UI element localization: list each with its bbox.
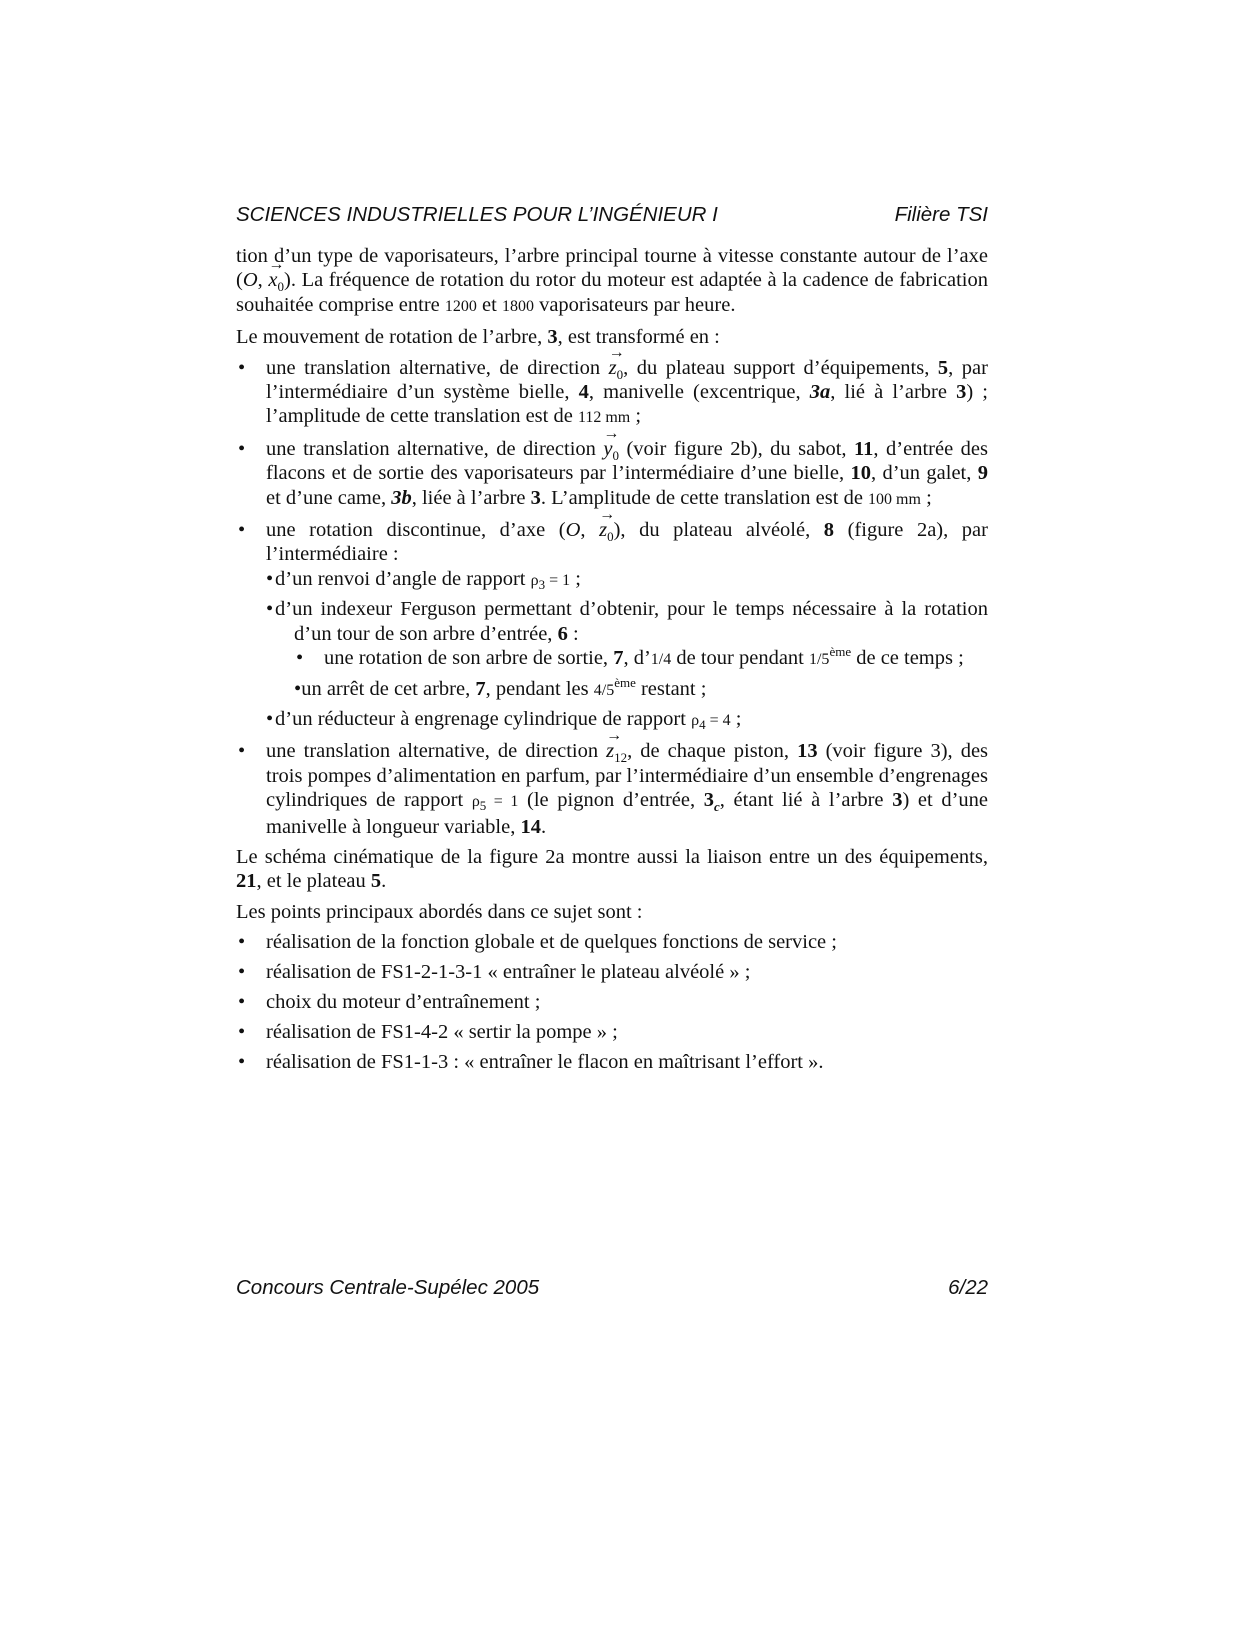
text: un arrêt de cet arbre, (301, 677, 471, 700)
text: , est transformé en : (557, 326, 720, 349)
part-number: 3 (530, 486, 541, 509)
part-number: 9 (977, 462, 989, 485)
text: . (381, 870, 387, 893)
part-number: 21 (236, 870, 257, 893)
motion-list (236, 356, 988, 839)
sub-list-item: •d’un indexeur Ferguson permettant d’obtenir, pour le temps nécessaire à la rotation d’un tour de son arbre d’entrée, 6 : • une rotation de son arbre de sortie, 7, d’1/4 de tour pendant 1/5ème de ce temps ; •un arrêt de cet arbre, 7, pendant les 4/5ème restant ; (266, 597, 988, 703)
ratio-rho5: $\rho_5 = 1$ (471, 793, 519, 814)
list-item: • réalisation de FS1-2-1-3-1 « entraîner le plateau alvéolé » ; (236, 960, 988, 984)
text: ; (575, 567, 581, 590)
list-item: • réalisation de la fonction globale et de quelques fonctions de service ; (236, 930, 988, 954)
list-item: • réalisation de FS1-4-2 « sertir la pompe » ; (236, 1020, 988, 1044)
ratio-rho4: $\rho_4 = 4$ (691, 711, 731, 733)
text: : (572, 622, 579, 645)
part-number: 3 (956, 381, 967, 404)
ordinal-suffix: ème (829, 644, 852, 660)
text: et d’une came, (266, 486, 387, 509)
text: une translation alternative, de direction (266, 437, 596, 460)
text: . La fréquence de rotation du rotor du moteur est adaptée à la cadence de fabrication souhaitée comprise entre (236, 269, 988, 316)
text: , de chaque piston, (627, 740, 790, 763)
part-number: 3a (809, 381, 831, 404)
text: une translation alternative, de direction (266, 740, 599, 763)
text: , pendant les (485, 677, 589, 700)
text: ; (635, 405, 642, 428)
page-header (236, 203, 988, 233)
header-title: SCIENCES INDUSTRIELLES POUR L’INGÉNIEUR I (236, 203, 718, 226)
list-item (236, 739, 988, 839)
text: , liée à l’arbre (411, 486, 526, 509)
axis-oz0: (O, → $z_0$) (559, 519, 621, 541)
text: une rotation de son arbre de sortie, (324, 647, 609, 670)
text: , d’ (623, 647, 651, 670)
text: (figure 2a), par l’intermédiaire : (266, 519, 988, 566)
page-footer (236, 1276, 988, 1306)
text: tion d’un type de vaporisateurs, l’arbre principal tourne à vitesse constante autour de l’axe (236, 245, 988, 267)
page-number: 6/22 (948, 1276, 988, 1299)
text: , d’un galet, (870, 462, 972, 485)
part-number: 7 (475, 677, 486, 700)
list-item (236, 356, 988, 431)
text: , d’entrée des flacons et de sortie des vaporisateurs par l’intermédiaire d’une bielle, (266, 437, 988, 485)
text: une rotation discontinue, d’axe (266, 519, 546, 542)
vector-z0: → $z_0$ (609, 357, 623, 379)
amplitude-value: 100 mm (868, 490, 921, 508)
vector-y0: → $y_0$ (603, 438, 619, 460)
footer-source: Concours Centrale-Supélec 2005 (236, 1276, 540, 1299)
part-number: 7 (613, 647, 624, 670)
text: , étant lié à l’arbre (719, 789, 884, 812)
part-number: 3 (547, 326, 558, 349)
part-number: 5 (937, 356, 949, 379)
text: , et le plateau (256, 870, 366, 893)
vector-z12: → $z_{12}$ (606, 740, 627, 762)
paragraph-1 (236, 244, 988, 319)
text: restant ; (640, 677, 707, 700)
text: et (482, 293, 497, 316)
part-number: 5 (370, 870, 382, 893)
text: ) et d’une manivelle à longueur variable, (266, 789, 989, 838)
text: , lié à l’arbre (830, 381, 947, 404)
text: d’un renvoi d’angle de rapport (275, 567, 526, 590)
text: , par l’intermédiaire d’un système bielle, (266, 356, 988, 404)
part-number: 14 (520, 815, 541, 838)
text: d’un réducteur à engrenage cylindrique de rapport (275, 707, 686, 730)
text: une translation alternative, de direction (266, 356, 601, 379)
part-number: 4 (578, 381, 589, 404)
part-number: 3 (892, 789, 903, 812)
text: Le mouvement de rotation de l’arbre, (236, 326, 543, 349)
sub-sub-list-item (294, 646, 988, 672)
text: . (540, 815, 547, 838)
text: , du plateau alvéolé, (620, 519, 811, 542)
fraction: 1/5 (808, 651, 830, 669)
points-list (236, 930, 988, 1074)
header-track: Filière TSI (894, 203, 988, 226)
part-number: 6 (557, 622, 568, 645)
text: de ce temps ; (856, 647, 964, 670)
part-number: 11 (854, 437, 874, 460)
text: (voir figure 2b), du sabot, (626, 437, 847, 460)
sub-list-item: •d’un réducteur à engrenage cylindrique de rapport $\rho_4 = 4$ ; (266, 707, 742, 733)
sub-list (266, 567, 988, 733)
text: , du plateau support d’équipements, (623, 356, 930, 379)
text: . L’amplitude de cette translation est de (540, 486, 863, 509)
text: (le pignon d’entrée, (527, 789, 696, 812)
part-number: 3b (391, 486, 412, 509)
paragraph-4: Les points principaux abordés dans ce sujet sont : (236, 900, 643, 923)
part-number: 13 (797, 740, 818, 763)
paragraph-3 (236, 845, 988, 894)
value-1200: 1200 (444, 297, 477, 315)
axis-ox0: (O, → $x_0$) (236, 269, 291, 291)
text: d’un indexeur Ferguson permettant d’obtenir, pour le temps nécessaire à la rotation d’un tour de son arbre d’entrée, (275, 598, 988, 645)
text: ) ; l’amplitude de cette translation est de (266, 381, 988, 428)
amplitude-value: 112 mm (577, 409, 631, 427)
ordinal-suffix: ème (614, 674, 636, 690)
part-number: 10 (850, 462, 871, 485)
list-item: • choix du moteur d’entraînement ; (236, 990, 988, 1014)
text: , manivelle (excentrique, (588, 381, 801, 404)
text: ; (926, 486, 932, 509)
text: vaporisateurs par heure. (539, 293, 736, 316)
list-item (236, 437, 988, 512)
part-number-3c: $3_c$ (703, 789, 720, 815)
text: Le schéma cinématique de la figure 2a montre aussi la liaison entre un des équipements, (236, 845, 988, 868)
document-body (236, 244, 988, 1080)
list-item (236, 518, 988, 733)
text: ; (735, 707, 742, 730)
list-item: • réalisation de FS1-1-3 : « entraîner le flacon en maîtrisant l’effort ». (236, 1050, 988, 1074)
sub-list-item: •d’un renvoi d’angle de rapport $\rho_3 = 1$ ; (266, 567, 581, 593)
fraction: 4/5 (593, 681, 615, 699)
text: (voir figure 3), des trois pompes d’alimentation en parfum, par l’intermédiaire d’un ensemble d’engrenages cylindriques de rapport (266, 740, 989, 812)
value-1800: 1800 (501, 297, 534, 315)
fraction: 1/4 (650, 651, 672, 669)
text: de tour pendant (676, 647, 804, 670)
part-number: 8 (823, 519, 835, 542)
sub-sub-list-item: •un arrêt de cet arbre, 7, pendant les 4/5ème restant ; (294, 674, 707, 700)
sub-sub-list (294, 646, 988, 703)
ratio-rho3: $\rho_3 = 1$ (530, 571, 571, 593)
